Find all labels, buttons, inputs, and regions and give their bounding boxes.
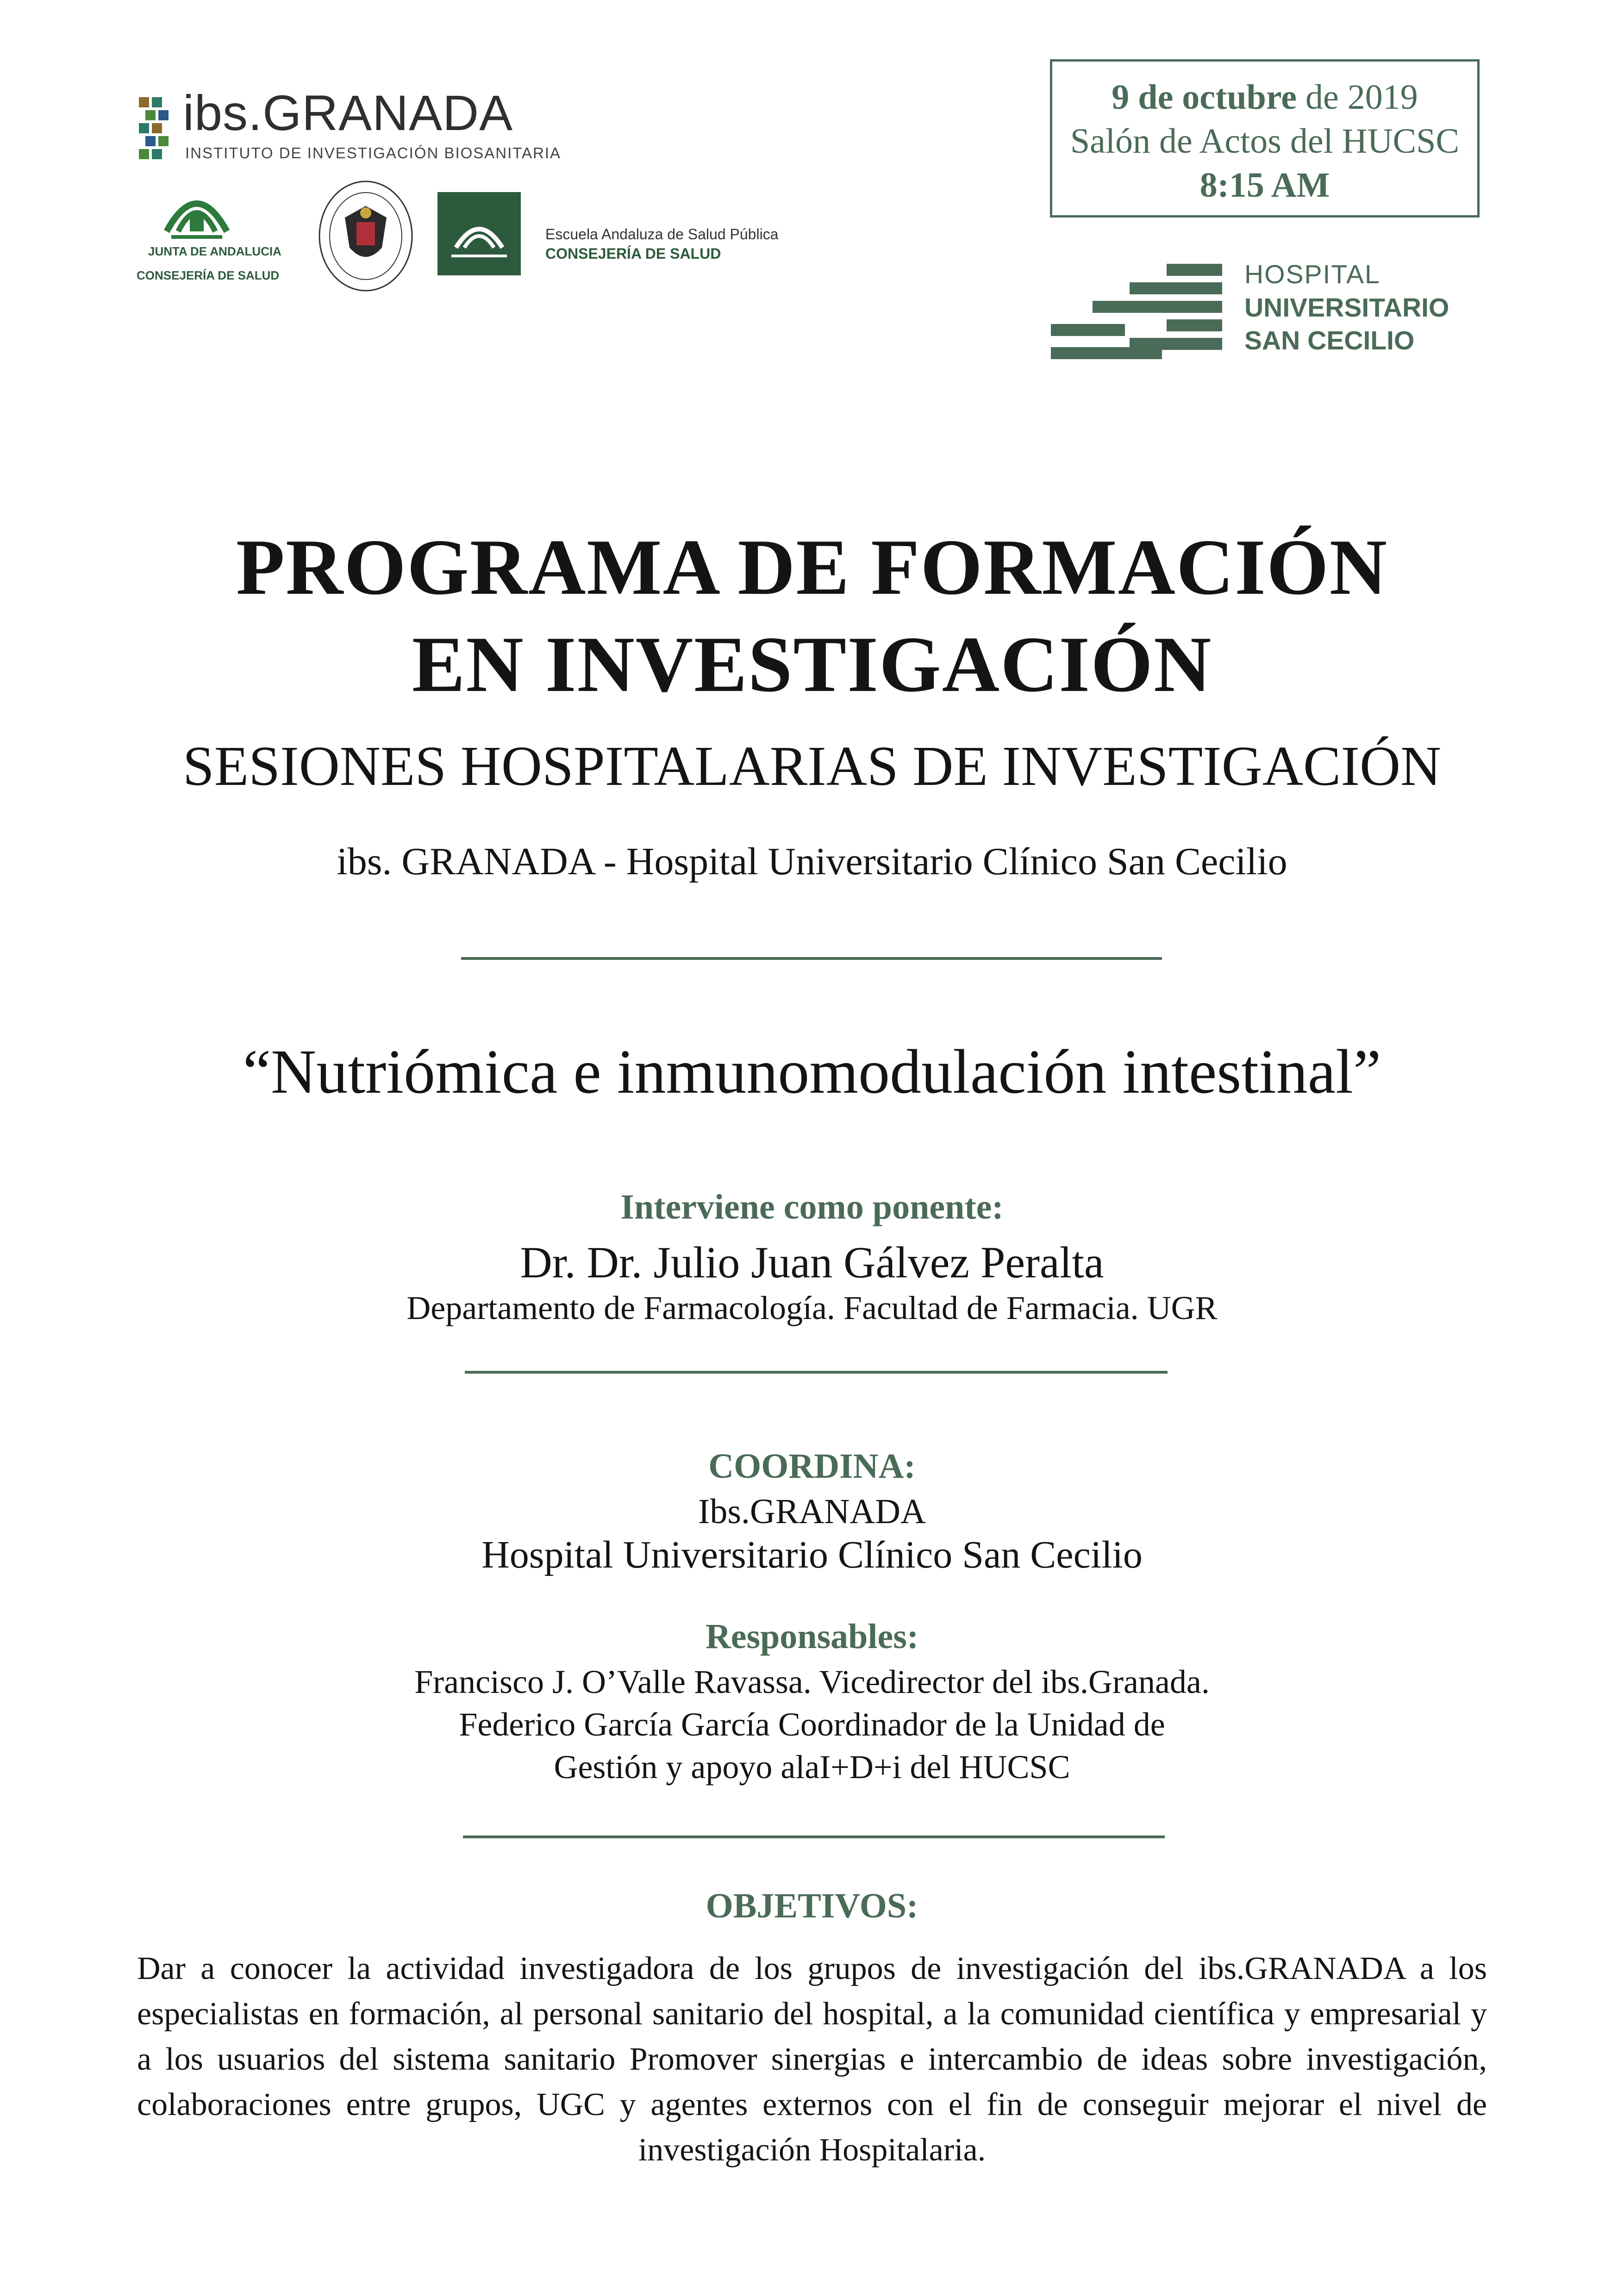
coordination-label: COORDINA: [708, 1447, 916, 1486]
ibs-granada-logo-subtitle: INSTITUTO DE INVESTIGACIÓN BIOSANITARIA [185, 144, 562, 162]
easp-consejeria: CONSEJERÍA DE SALUD [545, 245, 721, 262]
hospital-san-cecilio-logo-icon [1051, 264, 1227, 366]
junta-andalucia-square-logo [437, 192, 521, 275]
divider-1 [461, 957, 1162, 960]
event-place: Salón de Actos del HUCSC [1070, 122, 1460, 161]
ibs-granada-mark-icon [139, 97, 176, 167]
university-granada-seal-icon [317, 178, 414, 294]
event-time-value: 8:15 AM [1199, 166, 1330, 205]
objetivos-text: Dar a conocer la actividad investigadora de los grupos de investigación del ibs.GRANADA a los especialistas en formación, al personal sanitario del hospital, a la comunidad científica y empresarial y a los usuarios del sistema sanitario Promover sinergias e intercambio de ideas sobre investigación, colaboraciones entre grupos, UGC y agentes externos con el fin de conseguir mejorar el nivel de investigación Hospitalaria. [137, 1951, 1487, 2168]
divider-2 [465, 1371, 1168, 1374]
junta-andalucia-logo-icon [162, 180, 231, 245]
junta-andalucia-logo-text: JUNTA DE ANDALUCIA [148, 244, 281, 258]
ibs-granada-logo-name: ibs.GRANADA [183, 85, 513, 141]
speaker-name: Dr. Dr. Julio Juan Gálvez Peralta [520, 1238, 1104, 1287]
organization-line: ibs. GRANADA - Hospital Universitario Clínico San Cecilio [337, 840, 1287, 883]
coordination-line2: Hospital Universitario Clínico San Cecilio [481, 1533, 1143, 1576]
event-time [1052, 163, 1477, 207]
hospital-logo-line3: SAN CECILIO [1244, 326, 1415, 355]
responsables-line3: Gestión y apoyo alaI+D+i del HUCSC [554, 1748, 1070, 1786]
junta-consejeria-text: CONSEJERÍA DE SALUD [137, 268, 280, 282]
speaker-affiliation: Departamento de Farmacología. Facultad de Farmacia. UGR [406, 1289, 1218, 1326]
junta-andalucia-square-icon [437, 192, 521, 275]
objetivos-label: OBJETIVOS: [706, 1886, 918, 1925]
event-date-year: de 2019 [1296, 78, 1418, 117]
sessions-subtitle: SESIONES HOSPITALARIAS DE INVESTIGACIÓN [182, 735, 1442, 797]
session-title: “Nutriómica e inmunomodulación intestinal” [243, 1037, 1381, 1107]
easp-name: Escuela Andaluza de Salud Pública [545, 226, 779, 243]
program-title-line2: EN INVESTIGACIÓN [412, 621, 1212, 709]
divider-3 [463, 1836, 1165, 1838]
event-date-bold: 9 de octubre [1112, 78, 1297, 117]
responsables-line2: Federico García García Coordinador de la Unidad de [459, 1706, 1165, 1743]
hospital-logo-line1: HOSPITAL [1244, 260, 1380, 289]
program-title-line1: PROGRAMA DE FORMACIÓN [236, 523, 1388, 611]
event-info-box [1050, 59, 1480, 218]
event-date [1052, 75, 1477, 119]
speaker-label: Interviene como ponente: [620, 1188, 1004, 1226]
hospital-logo-line2: UNIVERSITARIO [1244, 293, 1449, 323]
responsables-line1: Francisco J. O’Valle Ravassa. Vicedirector del ibs.Granada. [414, 1663, 1210, 1700]
coordination-line1: Ibs.GRANADA [698, 1492, 926, 1531]
responsables-label: Responsables: [705, 1617, 919, 1656]
